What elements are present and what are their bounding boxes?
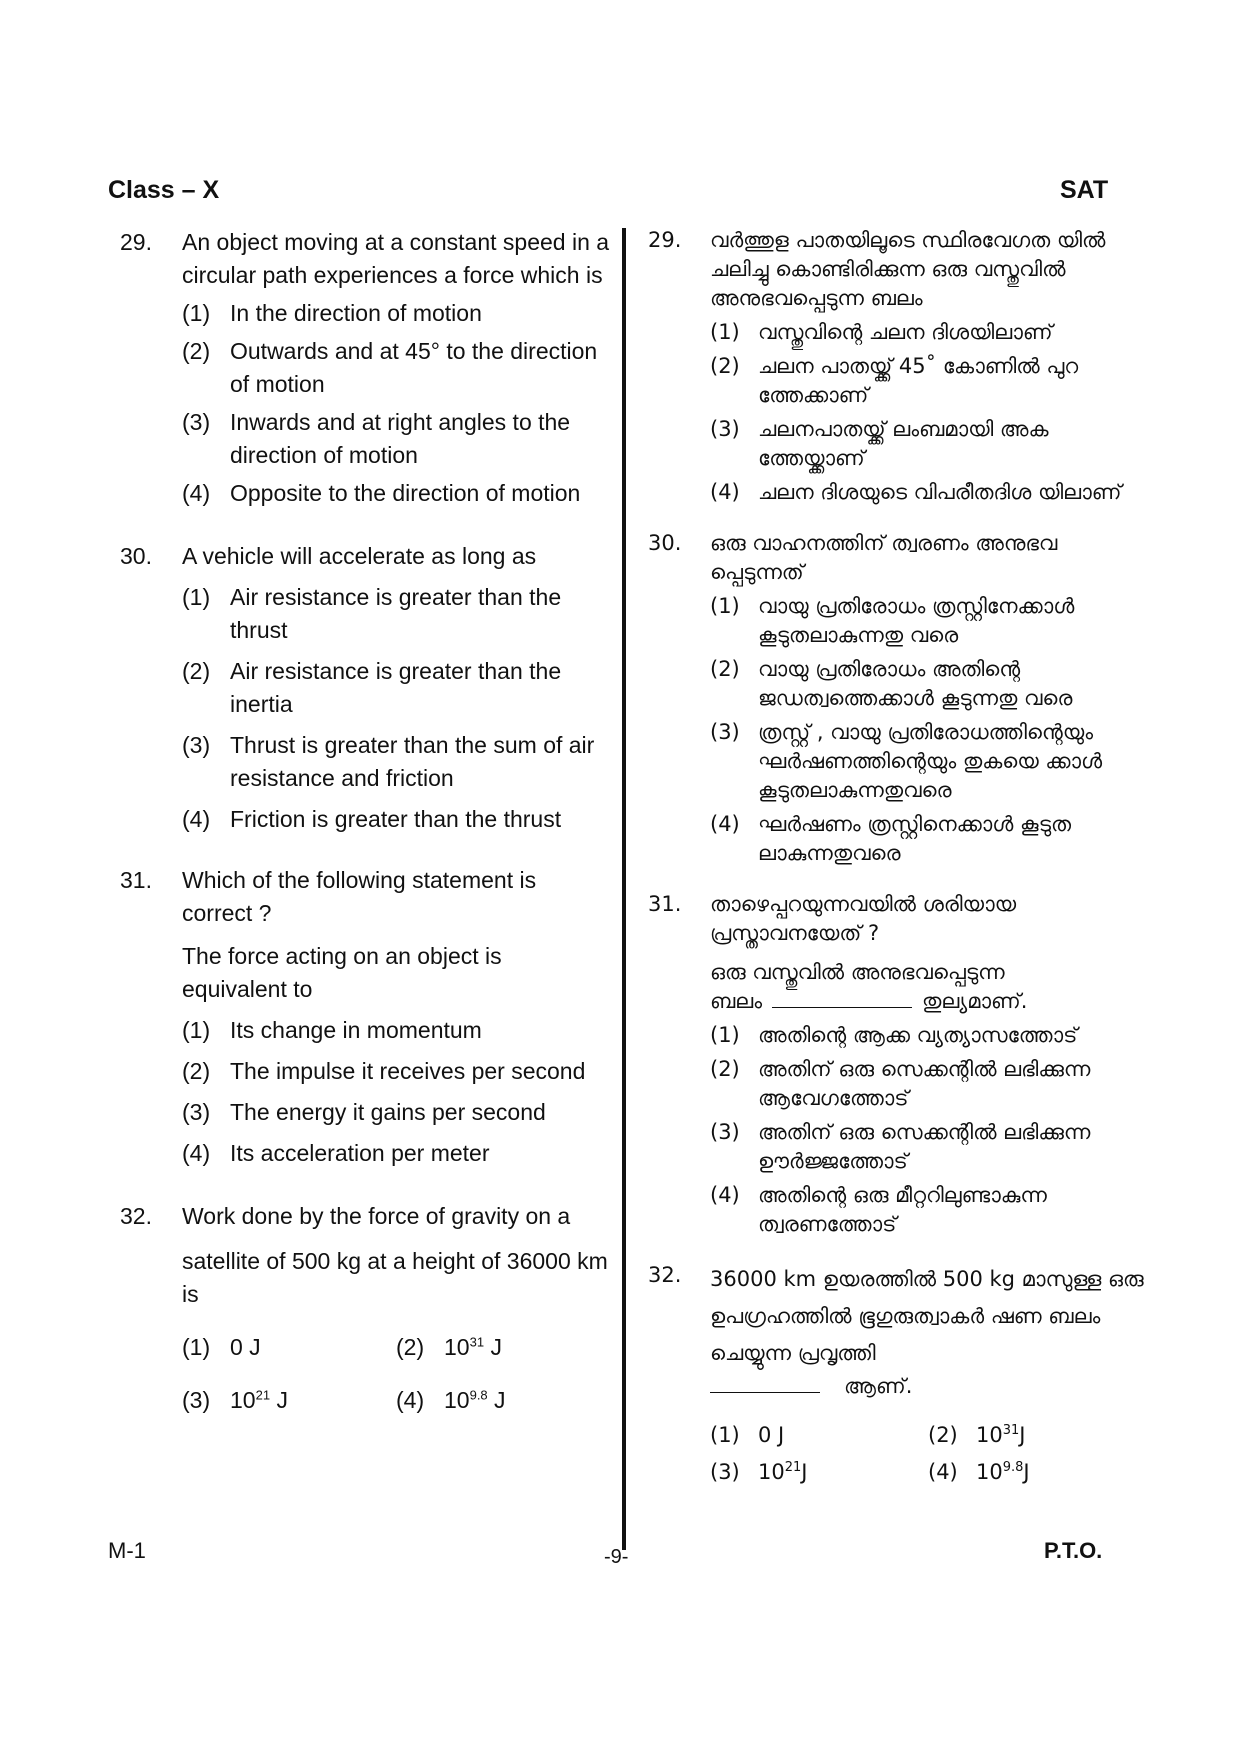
question-31-ml (648, 890, 1146, 1239)
question-subtext-2: ബലം തുല്യമാണ്. (710, 989, 1028, 1013)
question-text-line-2: satellite of 500 kg at a height of 36000 km is (182, 1248, 608, 1307)
option-1: (1) In the direction of motion (182, 300, 482, 326)
option-3: (3) $10^{21}$ J (182, 1387, 288, 1413)
question-text: An object moving at a constant speed in a circular path experiences a force which is (182, 229, 610, 288)
option-1: (1) 0 J (710, 1423, 785, 1447)
english-column (120, 226, 610, 1417)
option-3: (3) അതിന് ഒരു സെക്കന്റിൽ ലഭിക്കുന്ന ഊർജ്ജത്തോട് (710, 1120, 1091, 1173)
option-1: (1) Its change in momentum (182, 1017, 482, 1043)
question-number: 29. (648, 228, 682, 252)
question-32-ml (648, 1261, 1146, 1487)
class-label: Class – X (108, 176, 220, 204)
question-29-en (120, 226, 610, 510)
malayalam-column (648, 226, 1146, 1487)
option-4: (4) അതിന്റെ ഒരു മീറ്ററിലുണ്ടാകുന്ന ത്വരണത്തോട് (710, 1183, 1047, 1236)
pto-label: P.T.O. (1044, 1538, 1103, 1563)
question-text: വർത്തുള പാതയിലൂടെ സ്ഥിരവേഗത യിൽ ചലിച്ചു കൊണ്ടിരിക്കുന്ന ഒരു വസ്തുവിൽ അനുഭവപ്പെടുന്ന ബലം (710, 228, 1106, 310)
option-2: (2) The impulse it receives per second (182, 1058, 586, 1084)
answer-blank (710, 1392, 820, 1393)
footer-code: M-1 (108, 1538, 146, 1563)
question-number: 31. (120, 867, 152, 893)
answer-blank (772, 1007, 912, 1008)
option-3: (3) Thrust is greater than the sum of air resistance and friction (182, 732, 595, 791)
question-number: 32. (648, 1263, 682, 1287)
option-3: (3) $10^{21}J$ (710, 1460, 808, 1484)
option-4: (4) Friction is greater than the thrust (182, 806, 562, 832)
option-4: (4) Opposite to the direction of motion (182, 480, 581, 506)
option-4: (4) $10^{9.8}$ J (396, 1387, 506, 1413)
question-number: 29. (120, 229, 152, 255)
option-4: (4) ചലന ദിശയുടെ വിപരീതദിശ യിലാണ് (710, 480, 1122, 504)
column-divider (622, 228, 626, 1550)
question-30-en (120, 540, 610, 836)
question-30-ml (648, 529, 1146, 868)
option-3: (3) The energy it gains per second (182, 1099, 546, 1125)
question-text: ഒരു വാഹനത്തിന് ത്വരണം അനുഭവ പ്പെടുന്നത് (710, 531, 1058, 584)
question-text: താഴെപ്പറയുന്നവയിൽ ശരിയായ പ്രസ്താവനയേത് ? (710, 892, 1017, 945)
option-4: (4) Its acceleration per meter (182, 1140, 490, 1166)
option-2: (2) വായു പ്രതിരോധം അതിന്റെ ജഡത്വത്തെക്കാൾ കൂടുന്നതു വരെ (710, 657, 1073, 710)
page-number: -9- (604, 1546, 629, 1568)
option-2: (2) അതിന് ഒരു സെക്കന്റിൽ ലഭിക്കുന്ന ആവേഗത്തോട് (710, 1057, 1091, 1110)
question-text: A vehicle will accelerate as long as (182, 543, 537, 569)
question-text: Which of the following statement is correct ? (182, 867, 537, 926)
option-3: (3) ത്രസ്റ്റ് , വായു പ്രതിരോധത്തിന്റെയും ഘർഷണത്തിന്റെയും തുകയെ ക്കാൾ കൂടുതലാകുന്നതുവരെ (710, 720, 1103, 802)
question-subtext-1: ഒരു വസ്തുവിൽ അനുഭവപ്പെടുന്ന (710, 960, 1005, 984)
question-subtext: The force acting on an object is equivalent to (182, 943, 502, 1002)
question-29-ml (648, 226, 1146, 507)
option-4: (4) ഘർഷണം ത്രസ്റ്റിനെക്കാൾ കൂടുത ലാകുന്നതുവരെ (710, 812, 1071, 865)
option-1: (1) 0 J (182, 1334, 261, 1360)
option-2: (2) Outwards and at 45° to the direction of motion (182, 338, 598, 397)
option-3: (3) Inwards and at right angles to the direction of motion (182, 409, 571, 468)
question-text: 36000 km ഉയരത്തിൽ 500 kg മാസുള്ള ഒരു ഉപഗ്രഹത്തിൽ ഭൂഗുരുത്വാകർ ഷണ ബലം ചെയ്യുന്ന പ്രവൃത്തി (710, 1267, 1144, 1365)
question-tail: ആണ്. (710, 1372, 1146, 1401)
question-number: 32. (120, 1203, 152, 1229)
option-4: (4) $10^{9.8}J$ (928, 1460, 1030, 1484)
option-2: (2) $10^{31}$ J (396, 1334, 502, 1360)
option-2: (2) ചലന പാതയ്ക്ക് 45˚ കോണിൽ പുറ ത്തേക്കാണ് (710, 354, 1079, 407)
option-1: (1) Air resistance is greater than the thrust (182, 584, 562, 643)
option-1: (1) അതിന്റെ ആക്ക വ്യത്യാസത്തോട് (710, 1023, 1078, 1047)
option-3: (3) ചലനപാതയ്ക്ക് ലംബമായി അക ത്തേയ്ക്കാണ് (710, 417, 1049, 470)
question-number: 30. (648, 531, 682, 555)
question-32-en (120, 1200, 610, 1417)
question-number: 30. (120, 543, 152, 569)
option-1: (1) വസ്തുവിന്റെ ചലന ദിശയിലാണ് (710, 320, 1053, 344)
question-text-line-1: Work done by the force of gravity on a (182, 1203, 571, 1229)
option-1: (1) വായു പ്രതിരോധം ത്രസ്റ്റിനേക്കാൾ കൂടുതലാകുന്നതു വരെ (710, 594, 1075, 647)
question-31-en (120, 864, 610, 1170)
exam-label: SAT (1060, 176, 1109, 204)
option-2: (2) $10^{31}J$ (928, 1423, 1026, 1447)
question-number: 31. (648, 892, 682, 916)
option-2: (2) Air resistance is greater than the inertia (182, 658, 562, 717)
